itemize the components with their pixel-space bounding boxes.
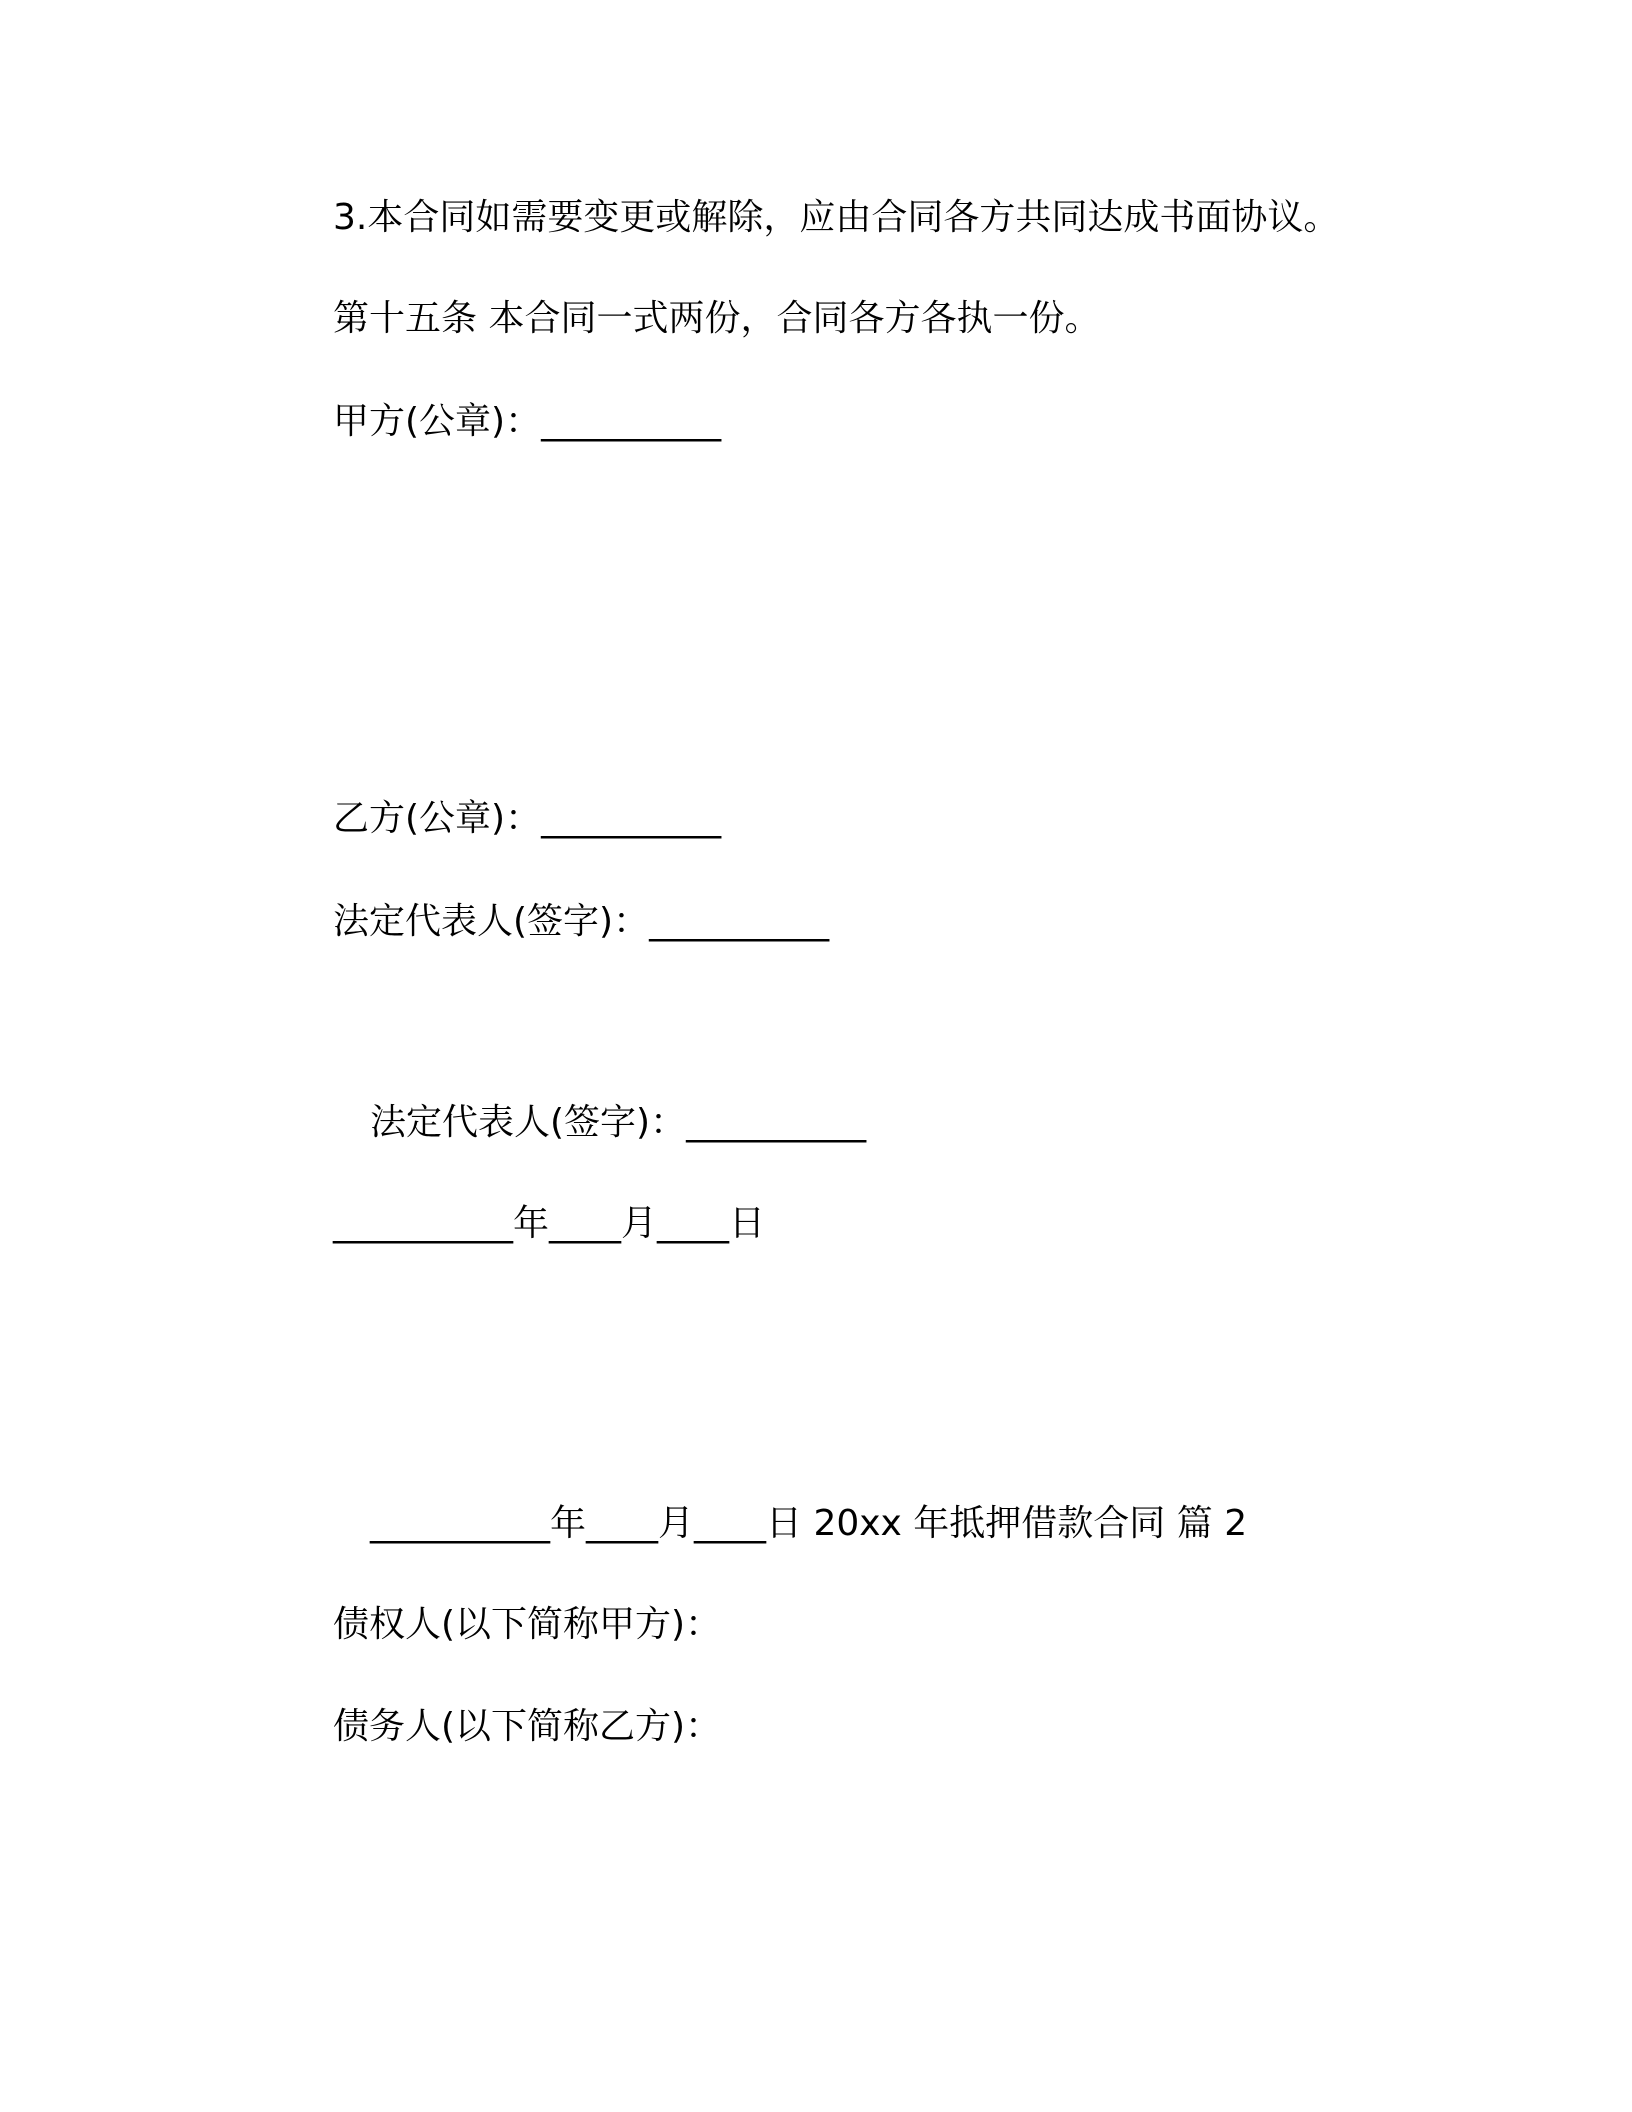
legal-representative-signature-line-2: 法定代表人(签字)：__________: [370, 1102, 867, 1143]
party-b-seal-line: 乙方(公章)：__________: [333, 798, 722, 839]
debtor-line: 债务人(以下简称乙方)：: [333, 1706, 722, 1747]
legal-representative-signature-line: 法定代表人(签字)：__________: [333, 901, 830, 942]
article-15: 第十五条 本合同一式两份，合同各方各执一份。: [333, 298, 1101, 339]
date-line: __________年____月____日: [333, 1203, 765, 1244]
party-a-seal-line: 甲方(公章)：__________: [333, 401, 722, 442]
creditor-line: 债权人(以下简称甲方)：: [333, 1604, 722, 1645]
contract-clause-3: 3.本合同如需要变更或解除，应由合同各方共同达成书面协议。: [333, 197, 1340, 238]
date-line-and-section-title: __________年____月____日 20xx 年抵押借款合同 篇 2: [370, 1503, 1248, 1544]
